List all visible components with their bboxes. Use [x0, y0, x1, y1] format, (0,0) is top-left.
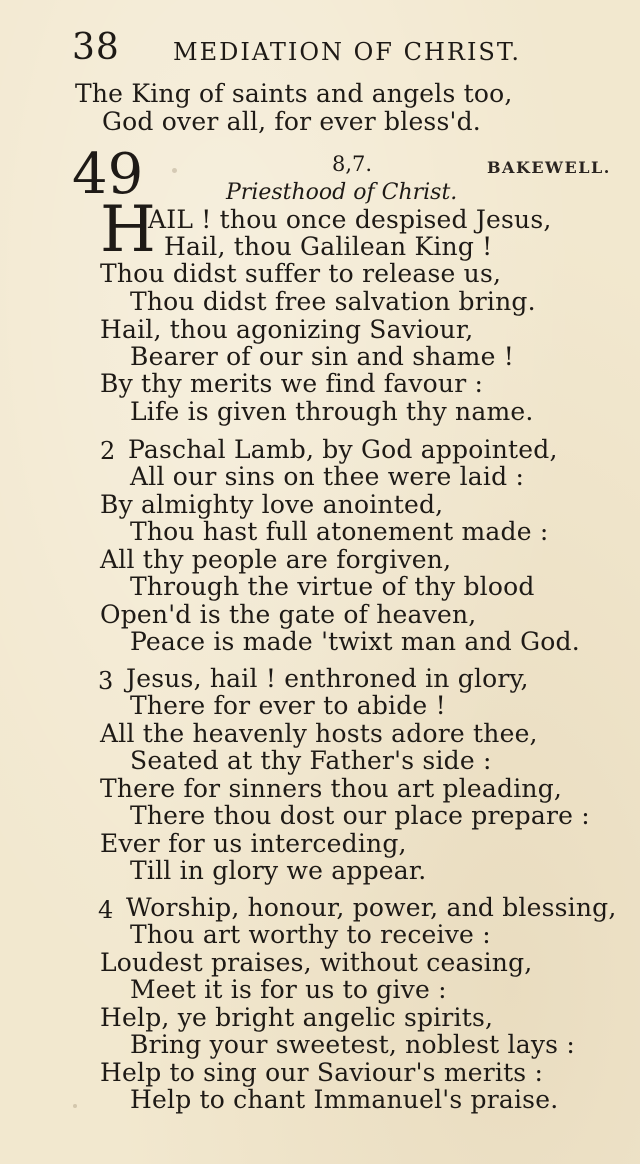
print-speck: [73, 1104, 77, 1108]
verse-line: All our sins on thee were laid :: [130, 462, 525, 491]
page-number: 38: [72, 27, 120, 68]
verse-line: Help to chant Immanuel's praise.: [130, 1085, 559, 1114]
verse-number: 4: [98, 896, 114, 924]
verse-line: All the heavenly hosts adore thee,: [100, 719, 538, 748]
hymn-title: Priesthood of Christ.: [226, 180, 458, 205]
verse-line: Meet it is for us to give :: [130, 975, 447, 1004]
print-speck: [172, 168, 177, 173]
verse-line: Thou didst suffer to release us,: [100, 259, 502, 288]
verse-line: Thou art worthy to receive :: [130, 920, 491, 949]
verse-line: There thou dost our place prepare :: [130, 801, 590, 830]
verse-line: Peace is made 'twixt man and God.: [130, 627, 580, 656]
tune-name: BAKEWELL.: [487, 158, 611, 177]
verse-line: Loudest praises, without ceasing,: [100, 948, 533, 977]
hymn-number: 49: [72, 142, 144, 207]
verse-line: There for ever to abide !: [130, 691, 446, 720]
running-head: MEDIATION OF CHRIST.: [173, 38, 521, 66]
verse-line: All thy people are forgiven,: [100, 545, 452, 574]
prev-hymn-line: God over all, for ever bless'd.: [102, 107, 481, 136]
verse-line: Bring your sweetest, noblest lays :: [130, 1030, 575, 1059]
verse-line: Hail, thou agonizing Saviour,: [100, 315, 474, 344]
verse-number: 3: [98, 667, 114, 695]
verse-line: Bearer of our sin and shame !: [130, 342, 514, 371]
hymn-meter: 8,7.: [332, 152, 373, 176]
drop-cap: H: [100, 193, 156, 267]
verse-line: Seated at thy Father's side :: [130, 746, 492, 775]
verse-line: By thy merits we find favour :: [100, 369, 484, 398]
verse-line: Till in glory we appear.: [130, 856, 427, 885]
verse-line: Through the virtue of thy blood: [130, 572, 535, 601]
verse-line: Ever for us interceding,: [100, 829, 407, 858]
verse-line: Paschal Lamb, by God appointed,: [128, 435, 558, 464]
verse-line: Thou didst free salvation bring.: [130, 287, 536, 316]
verse-line: By almighty love anointed,: [100, 490, 444, 519]
verse-line: There for sinners thou art pleading,: [100, 774, 563, 803]
verse-number: 2: [100, 437, 116, 465]
verse-line: AIL ! thou once despised Jesus,: [148, 205, 552, 234]
verse-line: Worship, honour, power, and blessing,: [126, 893, 617, 922]
verse-line: Open'd is the gate of heaven,: [100, 600, 477, 629]
verse-line: Help to sing our Saviour's merits :: [100, 1058, 544, 1087]
verse-line: Thou hast full atonement made :: [130, 517, 549, 546]
verse-line: Hail, thou Galilean King !: [164, 232, 493, 261]
verse-line: Jesus, hail ! enthroned in glory,: [126, 664, 529, 693]
prev-hymn-line: The King of saints and angels too,: [75, 79, 513, 108]
verse-line: Help, ye bright angelic spirits,: [100, 1003, 494, 1032]
verse-line: Life is given through thy name.: [130, 397, 534, 426]
